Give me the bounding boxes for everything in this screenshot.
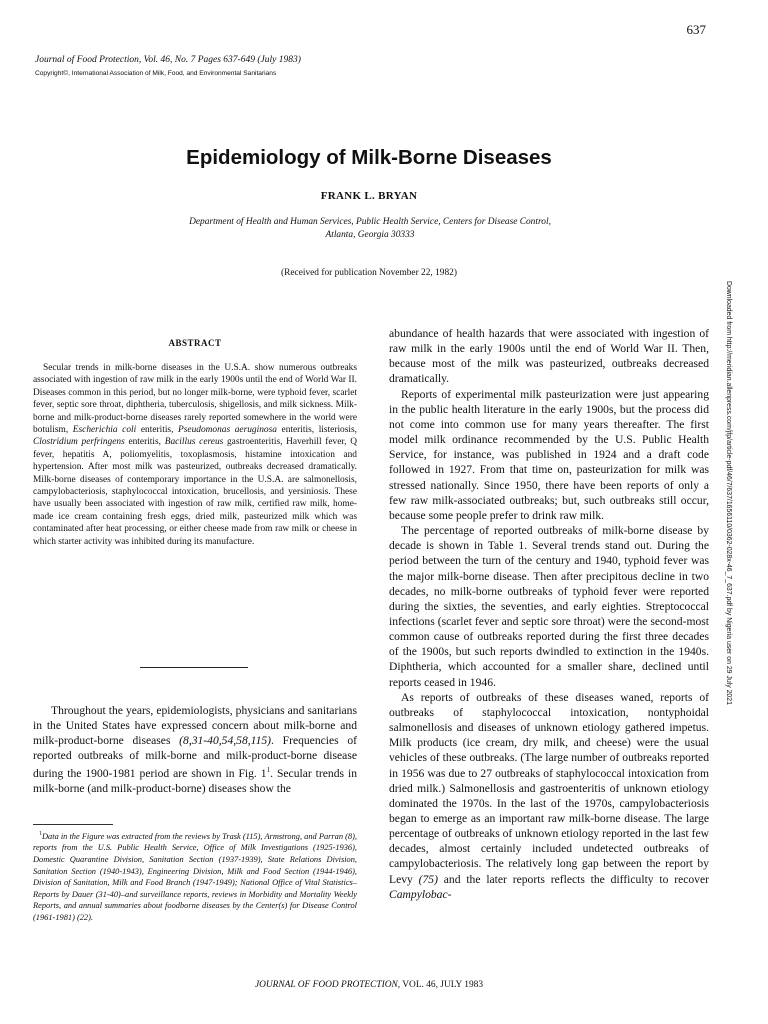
- intro-paragraph: Throughout the years, epidemiologists, physicians and sanitarians in the United States have expressed concern about milk-borne and milk-product-borne diseases (8,31-40,54,58,115). Frequencies of reported outbreaks of milk-borne and milk-product-borne disease during the 1900-1981 period are shown in Fig. $1^1$. Secular trends in milk-borne (and milk-product-borne) diseases show the: [33, 704, 357, 796]
- footnote-marker: 1: [266, 766, 271, 775]
- received-date: (Received for publication November 22, 1982): [281, 268, 457, 278]
- right-column: [389, 326, 709, 902]
- citation-refs: (8,31-40,54,58,115): [179, 734, 272, 748]
- page-number: 637: [686, 22, 706, 37]
- body-paragraph-2: Reports of experimental milk pasteurization were just appearing in the public health literature in the early 1900s, but the process did not come into common use for many years thereafter. The first model milk ordinance recommended by the U.S. Public Health Service, for instance, was published in 1924 and a draft code followed in 1927. From that time on, pasteurization for milk was stressed nationally. Since 1950, there have been reports of only a few raw milk-associated outbreaks; but, such outbreaks still occur, because some people prefer to drink raw milk.: [389, 387, 709, 522]
- body-paragraph-3: The percentage of reported outbreaks of milk-borne disease by decade is shown in Table 1. Several trends stand out. During the period between the turn of the century and 1940, typhoid fever was the major milk-borne disease. Then after precipitous decline in two decades, no milk-borne outbreaks of typhoid fever were reported during the sixties, the seventies, and early eighties. Streptococcal infections (scarlet fever and septic sore throat) were the second-most common cause of outbreaks reported during the first three decades of the 1900s, but such reports dwindled to extinction in the 1940s. Diphtheria, which accounted for a smaller share, declined until reports ceased in 1946.: [389, 524, 709, 689]
- footnote-rule: [33, 824, 113, 825]
- journal-footer: JOURNAL OF FOOD PROTECTION, VOL. 46, JULY 1983: [254, 980, 484, 990]
- copyright-line: Copyright©, International Association of Milk, Food, and Environmental Sanitarians: [35, 70, 277, 77]
- paper-title: Epidemiology of Milk-Borne Diseases: [186, 146, 552, 169]
- author-name: FRANK L. BRYAN: [320, 190, 418, 202]
- download-side-note-text: Downloaded from http://meridian.allenpress.com/jfp/article-pdf/46/7/637/1656110/0362-028x-46_7_637.pdf by Nigeria user on 29 July 2021: [725, 281, 732, 705]
- abstract-body: Secular trends in milk-borne diseases in the U.S.A. show numerous outbreaks associated with ingestion of raw milk in the early 1900s until the end of World War II. Diseases common in this period, but no longer milk-borne, were typhoid fever, scarlet fever, septic sore throat, diphtheria, tuberculosis, shigellosis, and milk sickness. Milk-borne and milk-product-borne diseases rarely reported somewhere in the world were botulism, Escherichia coli enteritis, Pseudomonas aeruginosa enteritis, listeriosis, Clostridium perfringens enteritis, Bacillus cereus gastroenteritis, Haverhill fever, Q fever, hepatitis A, poliomyelitis, toxoplasmosis, histamine intoxication and hypertension. After most milk was pasteurized, outbreaks decreased dramatically. Milk-borne diseases of contemporary importance in the U.S.A. are salmonellosis, campylobacteriosis, staphylococcal intoxication, brucellosis, and yersiniosis. These have usually been associated with ingestion of raw milk, certified raw milk, home-made ice cream containing fresh eggs, dried milk, pasteurized milk which was contaminated after heat processing, or either cheese made from raw milk or cheese in which starter activity was inhibited during its manufacture.: [33, 363, 357, 547]
- body-paragraph-4: As reports of outbreaks of these diseases waned, reports of outbreaks of staphylococcal intoxication, nontyphoidal salmonellosis and diseases of unknown etiology gathered impetus. Milk products (ice cream, dry milk, and cheese) were the usual vehicles of these outbreaks. (The large number of outbreaks reported in 1956 was due to 27 outbreaks of staphylococcal intoxication from dried milk.) Salmonellosis and gastroenteritis of unknown etiology dominated the 1970s. In the last of the 1970s, campylobacteriosis began to emerge as an important raw milk-borne disease. The large percentage of outbreaks of unknown etiology reported in the last few decades, almost certainly included undetected outbreaks of campylobacteriosis. The relatively long gap between the report by Levy (75) and the later reports reflects the difficulty to recover Campylobac-: [389, 690, 710, 901]
- abstract-heading: ABSTRACT: [168, 338, 222, 348]
- journal-citation: Journal of Food Protection, Vol. 46, No. 7 Pages 637-649 (July 1983): [35, 55, 301, 65]
- author-affiliation: Department of Health and Human Services, Public Health Service, Centers for Disease Control, Atlanta, Georgia 30333: [189, 217, 551, 240]
- footnote: $^1$Data in the Figure was extracted from the reviews by Trask (115), Armstrong, and Parran (8), reports from the U.S. Public Health Service, Office of Milk Investigations (1925-1936), Domestic Quarantine Division, Sanitation Section (1937-1939), State Relations Division, Sanitation Section (1940-1943), Engineering Division, Milk and Food Section (1944-1946), Division of Sanitation, Milk and Food Branch (1947-1949); National Office of Vital Statistics–Reports by Dauer (31-40)–and surveillance reports, reviews in Morbidity and Mortality Weekly Reports, and annual summaries about foodborne diseases by the Center(s) for Disease Control (1961-1981) (22).: [33, 831, 357, 922]
- download-side-note: [727, 281, 747, 761]
- body-paragraph-1: abundance of health hazards that were associated with ingestion of raw milk in the early 1900s until the end of World War II. Then, because most of the milk was pasteurized, outbreaks decreased dramatically.: [389, 327, 709, 386]
- abstract-separator: [140, 667, 248, 668]
